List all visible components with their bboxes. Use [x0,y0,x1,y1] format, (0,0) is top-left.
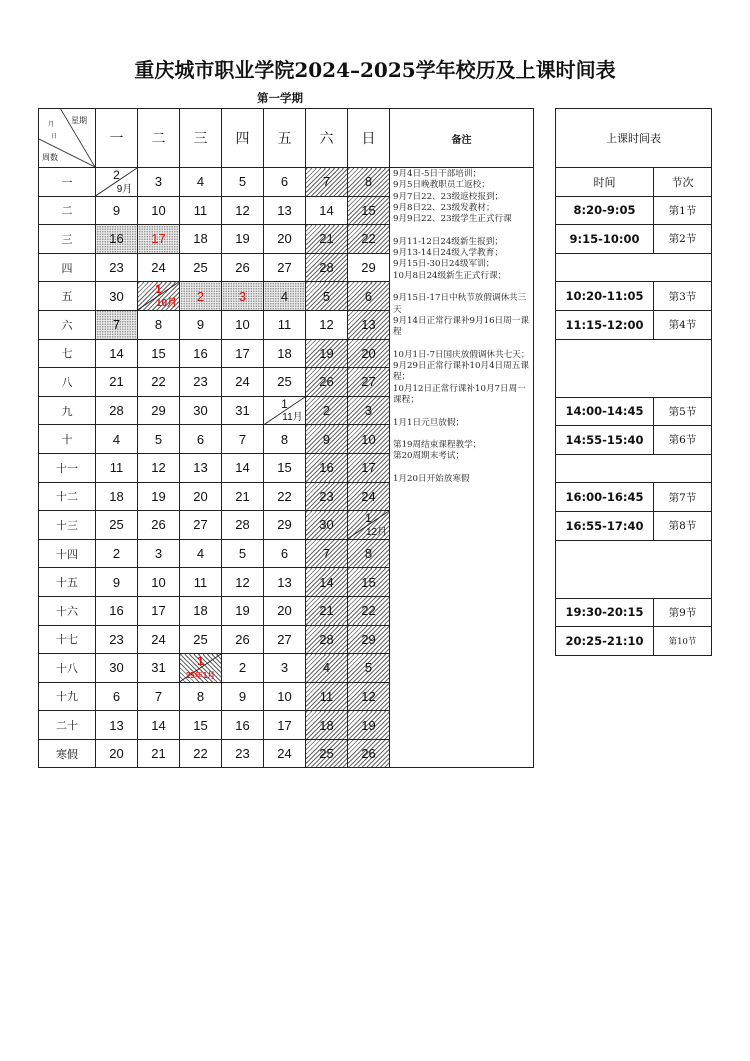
day-cell: 26 [222,625,264,654]
holiday-day-cell: 22 [348,225,390,254]
note-line: 10月12日正常行课补10月7日周一课程； [393,383,526,405]
note-line: 第20周期末考试； [393,451,465,462]
day-cell: 5 [222,539,264,568]
holiday-day-cell: 2 [306,396,348,425]
week-number-cell: 寒假 [39,739,96,768]
week-number-cell: 八 [39,368,96,397]
week-number-cell: 十四 [39,539,96,568]
weekday-header-tue: 二 [138,109,180,168]
holiday-day-cell: 21 [306,225,348,254]
notes-cell [390,168,534,768]
week-number-cell: 十 [39,425,96,454]
day-cell: 13 [96,711,138,740]
holiday-day-cell: 11 [306,682,348,711]
day-cell: 18 [180,225,222,254]
holiday-day-cell: 6 [348,282,390,311]
slot-period: 第7节 [654,483,712,512]
weekday-header-mon: 一 [96,109,138,168]
week-number-cell: 四 [39,253,96,282]
slot-period: 第4节 [654,310,712,339]
holiday-day-cell: 15 [348,196,390,225]
slot-period: 第8节 [654,511,712,540]
week-number-cell: 十一 [39,453,96,482]
slot-time: 16:55-17:40 [556,511,654,540]
day-cell: 10 [138,568,180,597]
day-cell: 16 [222,711,264,740]
slot-period: 第5节 [654,397,712,426]
day-cell: 3 [138,539,180,568]
corner-day-label: 日 [51,133,58,140]
note-line [393,225,531,236]
week-number-cell: 十三 [39,511,96,540]
note-line: 9月15日-30日24级军训； [393,259,495,270]
note-line [393,429,531,440]
day-cell: 16 [96,225,138,254]
day-cell: 3 [222,282,264,311]
day-cell: 14 [96,339,138,368]
slot-period: 第1节 [654,196,712,225]
day-cell [264,396,306,425]
day-cell: 10 [264,682,306,711]
day-cell: 5 [138,425,180,454]
slot-period: 第2节 [654,225,712,254]
day-cell: 24 [138,625,180,654]
day-cell: 17 [138,225,180,254]
week-number-cell: 五 [39,282,96,311]
day-cell: 22 [138,368,180,397]
day-cell: 7 [138,682,180,711]
day-number: 1 [365,511,372,526]
day-cell: 31 [138,654,180,683]
holiday-day-cell: 24 [348,482,390,511]
day-cell: 27 [264,625,306,654]
day-cell: 4 [96,425,138,454]
holiday-day-cell: 8 [348,168,390,197]
day-cell: 20 [96,739,138,768]
day-cell: 26 [138,511,180,540]
holiday-day-cell: 7 [306,168,348,197]
day-cell: 17 [222,339,264,368]
timetable-break [556,253,712,282]
week-number-cell: 六 [39,310,96,339]
corner-week-label: 周数 [42,153,58,162]
school-calendar-table [38,108,534,768]
note-line: 9月15日-17日中秋节放假调休共三天 [393,293,527,315]
day-number: 2 [113,168,120,182]
day-cell: 20 [264,596,306,625]
day-number: 1 [281,396,288,411]
day-cell: 6 [180,425,222,454]
day-cell: 24 [222,368,264,397]
day-cell: 2 [180,282,222,311]
day-cell: 30 [180,396,222,425]
note-line [393,282,531,293]
day-cell: 9 [180,310,222,339]
note-line: 9月14日正常行课补9月16日周一课程 [393,315,529,338]
day-cell: 29 [348,253,390,282]
holiday-day-cell: 17 [348,453,390,482]
note-line [393,463,531,474]
week-number-cell: 三 [39,225,96,254]
weekday-header-sun: 日 [348,109,390,168]
holiday-day-cell: 28 [306,625,348,654]
note-line: 9月13-14日24级入学教育； [393,248,503,259]
day-cell: 25 [96,511,138,540]
day-cell: 17 [138,596,180,625]
week-number-cell: 九 [39,396,96,425]
holiday-day-cell: 13 [348,310,390,339]
holiday-day-cell: 29 [348,625,390,654]
day-cell: 30 [96,654,138,683]
holiday-day-cell: 19 [348,711,390,740]
note-line: 9月7日22、23级返校报到； [393,191,504,202]
month-label: 11月 [282,412,303,424]
day-cell: 14 [306,196,348,225]
timetable-row [556,310,712,339]
day-cell: 19 [222,225,264,254]
day-cell: 6 [264,168,306,197]
timetable-lunch-break [556,339,712,397]
calendar-week-row [39,168,534,197]
day-cell: 31 [222,396,264,425]
slot-time: 16:00-16:45 [556,483,654,512]
day-cell: 12 [138,453,180,482]
slot-time: 14:55-15:40 [556,426,654,455]
slot-time: 10:20-11:05 [556,282,654,311]
timetable-row [556,196,712,225]
day-cell: 8 [264,425,306,454]
day-cell: 9 [222,682,264,711]
day-cell: 25 [180,253,222,282]
day-cell: 21 [138,739,180,768]
slot-period: 第3节 [654,282,712,311]
timetable-title: 上课时间表 [556,109,712,168]
day-cell: 15 [180,711,222,740]
holiday-day-cell: 19 [306,339,348,368]
timetable-col-time: 时间 [556,168,654,197]
day-cell: 13 [264,568,306,597]
day-number: 1 [197,654,204,669]
class-timetable [555,108,712,656]
timetable-row [556,511,712,540]
day-cell: 12 [306,310,348,339]
day-cell: 11 [180,196,222,225]
note-line [393,338,531,349]
note-line: 9月8日22、23级发教材； [393,202,495,213]
timetable-row [556,483,712,512]
holiday-day-cell: 16 [306,453,348,482]
note-line: 10月1日-7日国庆放假调休共七天； [393,349,530,360]
day-cell: 28 [222,511,264,540]
slot-time: 14:00-14:45 [556,397,654,426]
day-cell: 8 [180,682,222,711]
holiday-day-cell: 14 [306,568,348,597]
day-cell: 6 [264,539,306,568]
holiday-day-cell: 5 [306,282,348,311]
day-cell: 9 [96,196,138,225]
day-cell: 8 [138,310,180,339]
week-number-cell: 十七 [39,625,96,654]
slot-time: 20:25-21:10 [556,627,654,656]
month-label: 9月 [116,183,133,195]
day-number: 1 [155,282,162,297]
day-cell: 29 [138,396,180,425]
week-number-cell: 十九 [39,682,96,711]
corner-weekday-label: 星期 [71,116,87,125]
day-cell: 30 [96,282,138,311]
holiday-day-cell: 15 [348,568,390,597]
note-line: 1月20日开始放寒假 [393,474,470,485]
timetable-break [556,454,712,483]
day-cell: 16 [180,339,222,368]
holiday-day-cell: 30 [306,511,348,540]
holiday-day-cell: 22 [348,596,390,625]
day-cell: 11 [96,453,138,482]
holiday-day-cell: 12 [348,682,390,711]
day-cell: 3 [264,654,306,683]
day-cell: 15 [138,339,180,368]
day-cell: 10 [138,196,180,225]
note-line: 9月5日晚教职员工返校； [393,180,490,191]
month-label: 12月 [365,526,388,538]
note-line: 第19周结束课程教学； [393,440,482,451]
week-number-cell: 二 [39,196,96,225]
month-label: 10月 [155,297,178,309]
day-cell: 19 [222,596,264,625]
holiday-day-cell: 21 [306,596,348,625]
slot-time: 19:30-20:15 [556,598,654,627]
slot-period: 第6节 [654,426,712,455]
day-cell: 17 [264,711,306,740]
day-cell: 27 [180,511,222,540]
day-cell: 18 [96,482,138,511]
day-cell: 14 [138,711,180,740]
day-cell: 4 [264,282,306,311]
page-title: 重庆城市职业学院2024–2025学年校历及上课时间表 [134,58,616,82]
holiday-day-cell: 10 [348,425,390,454]
day-cell: 23 [96,253,138,282]
week-number-cell: 二十 [39,711,96,740]
day-cell: 19 [138,482,180,511]
weekday-header-sat: 六 [306,109,348,168]
holiday-day-cell: 26 [348,739,390,768]
day-cell: 23 [180,368,222,397]
note-line [393,406,531,417]
day-cell: 22 [180,739,222,768]
day-cell: 10 [222,310,264,339]
term-label: 第一学期 [257,91,303,105]
timetable-col-period: 节次 [654,168,712,197]
day-cell: 29 [264,511,306,540]
day-cell: 12 [222,196,264,225]
slot-period: 第10节 [654,627,712,656]
slot-time: 9:15-10:00 [556,225,654,254]
note-line: 9月29日正常行课补10月4日周五课程； [393,361,529,383]
note-line: 1月1日元旦放假； [393,417,465,428]
note-line: 10月8日24级新生正式行课； [393,270,507,281]
note-line: 9月4日-5日干部培训； [393,169,482,179]
month-label: 25年1月 [185,670,216,680]
calendar-header-row [39,109,534,168]
day-cell: 28 [96,396,138,425]
corner-month-label: 月 [48,121,55,128]
day-cell: 5 [222,168,264,197]
holiday-day-cell: 9 [306,425,348,454]
day-cell: 4 [180,539,222,568]
week-number-cell: 一 [39,168,96,197]
note-line: 9月9日22、23级学生正式行课 [393,214,512,225]
day-cell: 13 [180,453,222,482]
day-cell: 15 [264,453,306,482]
slot-time: 11:15-12:00 [556,310,654,339]
slot-period: 第9节 [654,598,712,627]
corner-header-cell [39,109,96,168]
timetable-row [556,282,712,311]
day-cell: 11 [180,568,222,597]
day-cell: 24 [264,739,306,768]
holiday-day-cell: 4 [306,654,348,683]
day-cell: 14 [222,453,264,482]
day-cell: 7 [222,425,264,454]
slot-time: 8:20-9:05 [556,196,654,225]
week-number-cell: 十六 [39,596,96,625]
day-cell: 3 [138,168,180,197]
day-cell: 25 [180,625,222,654]
weekday-header-thu: 四 [222,109,264,168]
holiday-day-cell: 3 [348,396,390,425]
day-cell: 23 [222,739,264,768]
day-cell: 2 [222,654,264,683]
holiday-day-cell: 8 [348,539,390,568]
day-cell: 7 [96,310,138,339]
day-cell: 24 [138,253,180,282]
day-cell: 25 [264,368,306,397]
day-cell: 27 [264,253,306,282]
holiday-day-cell: 23 [306,482,348,511]
week-number-cell: 七 [39,339,96,368]
day-cell: 26 [222,253,264,282]
day-cell: 11 [264,310,306,339]
holiday-day-cell: 25 [306,739,348,768]
day-cell: 4 [180,168,222,197]
day-cell [96,168,138,197]
holiday-day-cell: 27 [348,368,390,397]
day-cell: 18 [264,339,306,368]
holiday-day-cell: 26 [306,368,348,397]
day-cell: 13 [264,196,306,225]
holiday-day-cell: 20 [348,339,390,368]
day-cell: 6 [96,682,138,711]
weekday-header-wed: 三 [180,109,222,168]
notes-header: 备注 [390,109,534,168]
week-number-cell: 十二 [39,482,96,511]
holiday-day-cell [180,654,222,683]
day-cell: 20 [264,225,306,254]
day-cell: 22 [264,482,306,511]
day-cell: 23 [96,625,138,654]
day-cell: 9 [96,568,138,597]
week-number-cell: 十五 [39,568,96,597]
timetable-dinner-break [556,540,712,598]
day-cell: 21 [222,482,264,511]
holiday-day-cell: 7 [306,539,348,568]
timetable-row [556,225,712,254]
holiday-day-cell [348,511,390,540]
holiday-day-cell: 18 [306,711,348,740]
note-line: 9月11-12日24级新生报到； [393,236,503,247]
day-cell: 2 [96,539,138,568]
day-cell: 18 [180,596,222,625]
week-number-cell: 十八 [39,654,96,683]
timetable-row [556,426,712,455]
holiday-day-cell: 5 [348,654,390,683]
timetable-row [556,598,712,627]
timetable-row [556,397,712,426]
day-cell: 12 [222,568,264,597]
holiday-day-cell [138,282,180,311]
day-cell: 16 [96,596,138,625]
day-cell: 21 [96,368,138,397]
timetable-row [556,627,712,656]
holiday-day-cell: 28 [306,253,348,282]
weekday-header-fri: 五 [264,109,306,168]
day-cell: 20 [180,482,222,511]
